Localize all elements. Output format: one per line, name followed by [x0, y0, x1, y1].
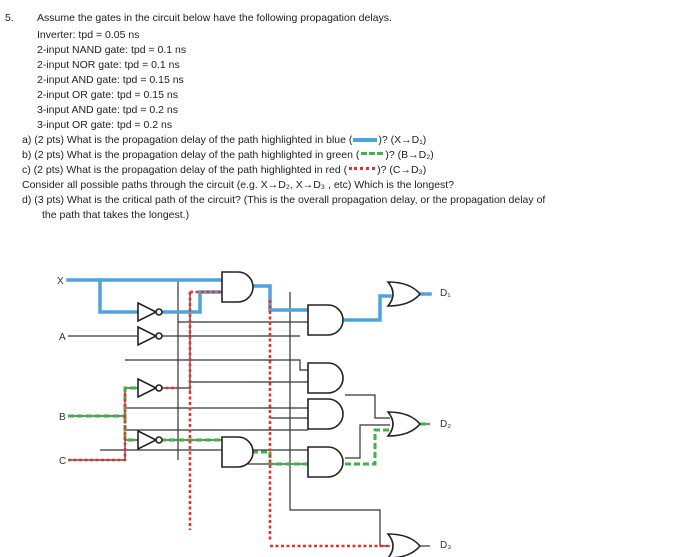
part-a-text: a) (2 pts) What is the propagation delay of the path highlighted in blue ( — [22, 134, 353, 146]
delay-or3: 3-input OR gate: tpd = 0.2 ns — [37, 119, 173, 131]
question-intro: Assume the gates in the circuit below have the following propagation delays. — [37, 12, 392, 24]
output-d2-label: D₂ — [440, 419, 452, 430]
output-d3-label: D₃ — [440, 540, 452, 551]
and-gate-3 — [308, 305, 343, 335]
delay-and3: 3-input AND gate: tpd = 0.2 ns — [37, 104, 178, 116]
output-d1-label: D₁ — [440, 288, 451, 299]
and-gate-4 — [308, 363, 343, 393]
input-b-label: B — [59, 412, 66, 423]
and-gate-2 — [222, 437, 253, 467]
delay-and2: 2-input AND gate: tpd = 0.15 ns — [37, 74, 184, 86]
question-number: 5. — [5, 12, 14, 24]
part-b-text: b) (2 pts) What is the propagation delay of the path highlighted in green ( — [22, 149, 360, 161]
delay-inverter: Inverter: tpd = 0.05 ns — [37, 29, 140, 41]
or-gate-d1 — [388, 282, 420, 306]
or-gate-d3 — [388, 534, 420, 557]
inverter-3 — [138, 379, 162, 397]
part-c-tail: )? (C→D₃) — [377, 164, 427, 176]
delay-nor: 2-input NOR gate: tpd = 0.1 ns — [37, 59, 180, 71]
and-gate-1 — [222, 272, 253, 302]
and-gate-6 — [308, 447, 343, 477]
part-a-tail: )? (X→D₁) — [378, 134, 427, 146]
and-gate-5 — [308, 399, 343, 429]
inverter-4 — [138, 431, 162, 449]
part-b-tail: )? (B→D₂) — [385, 149, 434, 161]
part-d-line1: d) (3 pts) What is the critical path of the circuit? (This is the overall propagation delay, or the propagation delay of — [22, 194, 546, 206]
inverter-2 — [138, 327, 162, 345]
input-c-label: C — [59, 456, 67, 467]
delay-or2: 2-input OR gate: tpd = 0.15 ns — [37, 89, 178, 101]
consider-text: Consider all possible paths through the circuit (e.g. X→D₂, X→D₃ , etc) Which is the longest? — [22, 179, 455, 191]
part-d-line2: the path that takes the longest.) — [42, 209, 190, 221]
or-gate-d2 — [388, 412, 420, 436]
part-c-text: c) (2 pts) What is the propagation delay of the path highlighted in red ( — [22, 164, 348, 176]
inverter-1 — [138, 303, 162, 321]
input-x-label: X — [57, 276, 64, 287]
input-a-label: A — [59, 332, 66, 343]
delay-nand: 2-input NAND gate: tpd = 0.1 ns — [37, 44, 187, 56]
